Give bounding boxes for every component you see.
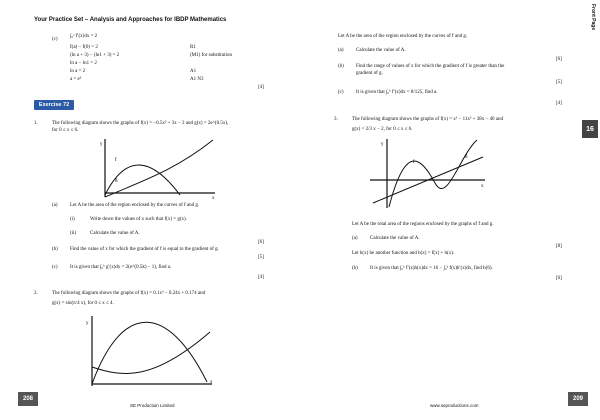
q2-text-2: g(x) = sin(π/4 x), for 0 ≤ x ≤ 4.	[52, 301, 114, 306]
q2-curve-g	[92, 322, 207, 384]
q1a-text: Let A be the area of the region enclosed by the curves of f and g.	[70, 203, 200, 208]
q1c-text: It is given that ∫₀ᵏ g′(x)dx = 2(e^(0.5k) − 1), find a.	[70, 265, 172, 270]
left-mark-1: R1	[190, 45, 196, 50]
q2-number: 2.	[34, 291, 38, 296]
q1-g-label: g	[115, 178, 118, 183]
q1-y-label: y	[100, 142, 103, 147]
right-intro: Let A be the area of the region enclosed by the curves of f and g.	[338, 34, 468, 39]
q1ii-mark: [6]	[258, 240, 264, 245]
left-mark-2: (M1) for substitution	[190, 53, 232, 58]
left-working-line-1: ∫₀ᵃ f′(x)dx = 2	[70, 34, 98, 39]
q1b-text: Find the value of x for which the gradient of f is equal to the gradient of g.	[70, 247, 219, 252]
q3-number: 3.	[334, 117, 338, 122]
q1ii-text: Calculate the value of A.	[90, 231, 140, 236]
q3a-text: Calculate the value of A.	[370, 236, 420, 241]
right-a-label: (a)	[338, 48, 344, 53]
right-b-label: (b)	[338, 64, 344, 69]
left-mark-3: A1	[190, 69, 197, 74]
q2-curve-f	[92, 332, 210, 374]
right-footer: www.seproductions.com	[430, 403, 479, 408]
q3-text-2: g(x) = 2/3 x − 2, for 0 ≤ x ≤ 6.	[352, 127, 413, 132]
right-b-text: Find the range of values of x for which the gradient of f is greater than the	[356, 64, 505, 69]
q3-h-text: Let h(x) be another function and h(x) = f(x) + h(x).	[352, 251, 455, 256]
q1c-mark: [4]	[258, 275, 264, 280]
q3-intro: Let A be the total area of the regions enclosed by the graphs of f and g.	[352, 222, 494, 227]
right-a-text: Calculate the value of A.	[356, 48, 406, 53]
q3b-mark: [6]	[556, 276, 562, 281]
q3-y-label: y	[381, 142, 384, 147]
q1a-label: (a)	[52, 203, 58, 208]
left-mark-4: A1 N3	[190, 77, 204, 82]
right-a-mark: [6]	[556, 57, 562, 62]
chapter-tab[interactable]: 16	[582, 120, 598, 138]
q1-curve-g	[105, 140, 213, 197]
q3-text: The following diagram shows the graphs of f(x) = x³ − 11x² + 38x − 40 and	[352, 117, 504, 122]
q3b-label: (b)	[352, 266, 358, 271]
q2-x-label: x	[210, 380, 213, 385]
q3a-mark: [8]	[556, 244, 562, 249]
right-c-text: It is given that ∫₀ᵏ f′(x)dx = 8/125, find a.	[356, 90, 438, 95]
q2-y-label: y	[86, 321, 89, 326]
left-page-number: 208	[18, 392, 38, 406]
left-footer: SE Production Limited	[130, 403, 175, 408]
q3a-label: (a)	[352, 236, 358, 241]
q3-g-label: g	[465, 154, 468, 159]
q1b-mark: [5]	[258, 255, 264, 260]
q1ii-label: (ii)	[70, 231, 77, 236]
left-working-line-4: ln a − ln1 = 2	[70, 61, 97, 66]
left-working-line-3: (ln a + 3) − (ln1 + 3) = 2	[70, 53, 120, 58]
exercise-badge: Exercise 72	[34, 100, 74, 110]
q1-x-label: x	[212, 196, 215, 200]
q3-x-label: x	[481, 184, 484, 189]
right-c-mark: [4]	[556, 101, 562, 106]
q2-graph	[82, 312, 217, 387]
left-working-line-5: ln a = 2	[70, 69, 86, 74]
page-header-title: Your Practice Set – Analysis and Approaches for IBDP Mathematics	[34, 17, 227, 23]
q1-graph	[95, 135, 220, 200]
right-b-mark: [5]	[556, 80, 562, 85]
q3b-text: It is given that ∫₀ᵏ f′(x)h(x)dx = 16 − ∫₀ᵏ f(x)h′(x)dx, find h(6).	[370, 266, 493, 271]
q3-curve-f	[389, 140, 477, 207]
left-working-line-2: f(a) − f(0) = 2	[70, 45, 98, 50]
side-label: Front Page	[590, 4, 596, 31]
q3-graph	[365, 135, 490, 210]
q1-f-label: f	[115, 158, 117, 163]
left-part-c-label: (c)	[52, 37, 58, 42]
left-working-line-6: a = e²	[70, 77, 82, 82]
q1i-text: Write down the values of x such that f(x) = g(x).	[90, 217, 187, 222]
right-page-number: 209	[568, 392, 588, 406]
q1c-label: (c)	[52, 265, 58, 270]
q1i-label: (i)	[70, 217, 75, 222]
right-b-text-2: gradient of g.	[356, 71, 383, 76]
q3-f-label: f	[413, 160, 415, 165]
q1b-label: (b)	[52, 247, 58, 252]
q1-number: 1.	[34, 121, 38, 126]
q1-text: The following diagram shows the graphs of f(x) = −0.5x² + 3x − 2 and g(x) = 2e^(0.5x),	[52, 121, 229, 126]
left-c-total-mark: [4]	[258, 85, 264, 90]
q1-domain: for 0 ≤ x ≤ 6.	[52, 128, 79, 133]
q2-text: The following diagram shows the graphs of f(x) = 0.1x³ − 0.24x + 0.174 and	[52, 291, 206, 296]
right-c-label: (c)	[338, 90, 344, 95]
